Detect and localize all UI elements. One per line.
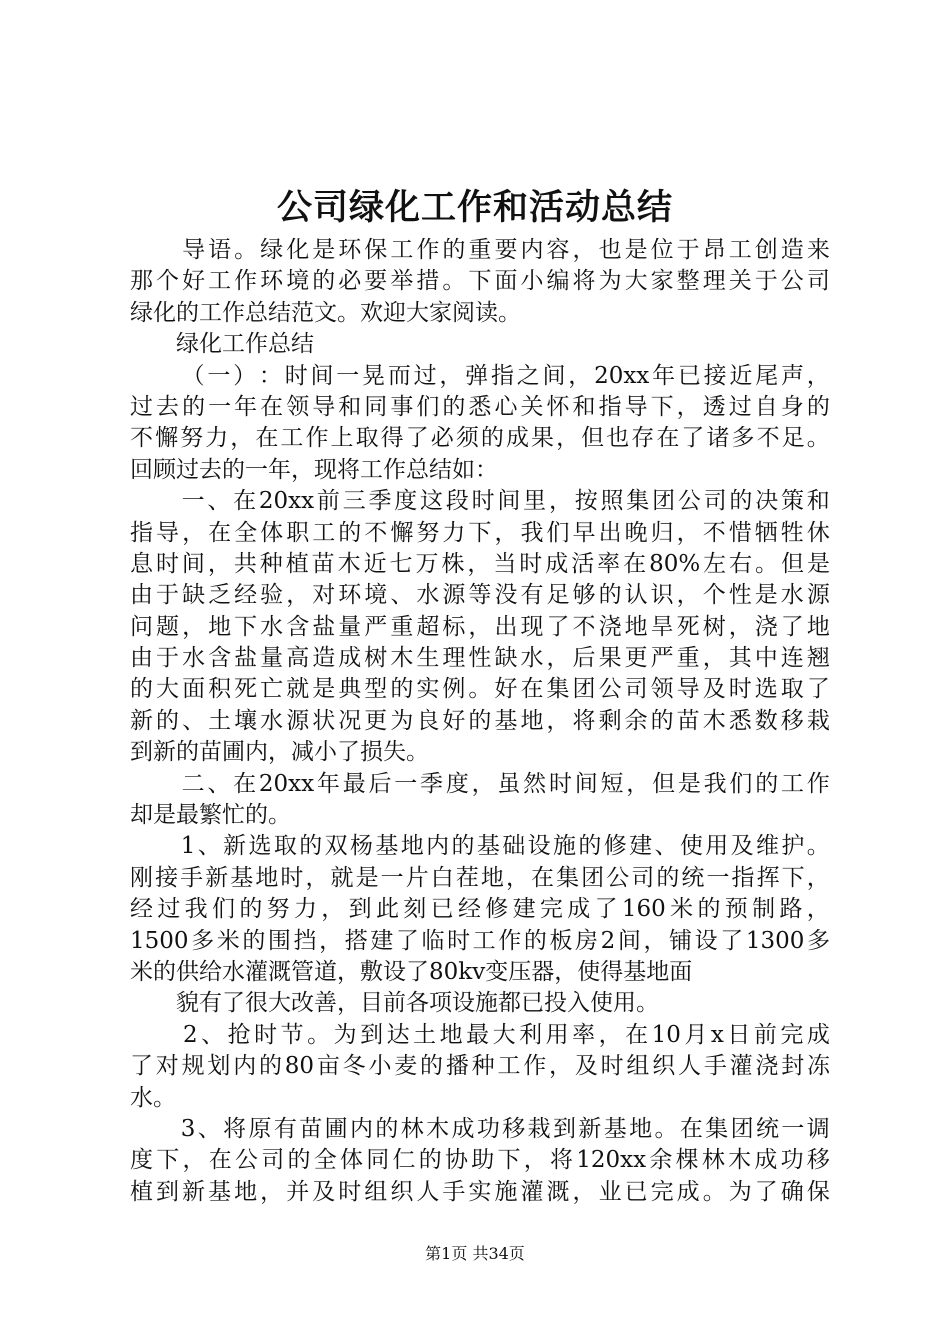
text-line: 了 对 规 划 内 的 80 亩 冬 小 麦 的 播 种 工 作 ， 及 时 组 织 人 手 灌 浇 封 冻: [130, 1053, 830, 1080]
text-line: 却是最繁忙的。: [130, 802, 291, 829]
text-line: 不 懈 努 力 ， 在 工 作 上 取 得 了 必 须 的 成 果 ， 但 也 存 在 了 诸 多 不 足 。: [130, 425, 830, 452]
text-line: 新 的 、 土 壤 水 源 状 况 更 为 良 好 的 基 地 ， 将 剩 余 的 苗 木 悉 数 移 栽: [130, 707, 830, 734]
text-line: 绿化工作总结: [130, 331, 314, 358]
text-line: 刚 接 手 新 基 地 时 ， 就 是 一 片 白 茬 地 ， 在 集 团 公 司 的 统 一 指 挥 下 ，: [130, 864, 830, 891]
text-line: 貌有了很大改善，目前各项设施都已投入使用。: [130, 990, 659, 1017]
text-line: 那 个 好 工 作 环 境 的 必 要 举 措 。 下 面 小 编 将 为 大 家 整 理 关 于 公 司: [130, 268, 830, 295]
text-line: 经 过 我 们 的 努 力 ， 到 此 刻 已 经 修 建 完 成 了 160 米 的 预 制 路 ，: [130, 896, 830, 923]
text-line: 回顾过去的一年，现将工作总结如：: [130, 456, 498, 483]
text-line: （ 一 ） ： 时 间 一 晃 而 过 ， 弹 指 之 间 ， 20xx 年 已 接 近 尾 声 ，: [181, 362, 830, 389]
text-line: 一 、 在 20xx 前 三 季 度 这 段 时 间 里 ， 按 照 集 团 公 司 的 决 策 和: [181, 488, 830, 515]
text-line: 二 、 在 20xx 年 最 后 一 季 度 ， 虽 然 时 间 短 ， 但 是 我 们 的 工 作: [181, 770, 830, 797]
text-line: 的 大 面 积 死 亡 就 是 典 型 的 实 例 。 好 在 集 团 公 司 领 导 及 时 选 取 了: [130, 676, 830, 703]
text-line: 度 下 ， 在 公 司 的 全 体 同 仁 的 协 助 下 ， 将 120xx 余 棵 林 木 成 功 移: [130, 1147, 830, 1174]
text-line: 3 、 将 原 有 苗 圃 内 的 林 木 成 功 移 栽 到 新 基 地 。 在 集 团 统 一 调: [180, 1115, 830, 1142]
text-line: 指 导 ， 在 全 体 职 工 的 不 懈 努 力 下 ， 我 们 早 出 晚 归 ， 不 惜 牺 牲 休: [130, 519, 830, 546]
text-line: 由 于 水 含 盐 量 高 造 成 树 木 生 理 性 缺 水 ， 后 果 更 严 重 ， 其 中 连 翘: [130, 645, 830, 672]
text-line: 导 语 。 绿 化 是 环 保 工 作 的 重 要 内 容 ， 也 是 位 于 昂 工 创 造 来: [182, 237, 830, 263]
text-line: 由 于 缺 乏 经 验 ， 对 环 境 、 水 源 等 没 有 足 够 的 认 识 ， 个 性 是 水 源: [130, 582, 830, 609]
document-body: [130, 235, 830, 1208]
text-line: 息 时 间 ， 共 种 植 苗 木 近 七 万 株 ， 当 时 成 活 率 在 80% 左 右 。 但 是: [130, 550, 830, 577]
text-line: 到新的苗圃内，减小了损失。: [130, 739, 429, 766]
text-line: 2 、 抢 时 节 。 为 到 达 土 地 最 大 利 用 率 ， 在 10 月 x 日 前 完 成: [183, 1021, 830, 1048]
text-line: 米的供给水灌溉管道，敷设了80kv变压器，使得基地面: [130, 958, 693, 985]
text-line: 绿化的工作总结范文。欢迎大家阅读。: [130, 299, 521, 326]
page-footer: 第1页 共34页: [425, 1244, 525, 1263]
text-line: 过 去 的 一 年 在 领 导 和 同 事 们 的 悉 心 关 怀 和 指 导 下 ， 透 过 自 身 的: [130, 393, 830, 420]
text-line: 水。: [130, 1084, 176, 1111]
text-line: 1500 多 米 的 围 挡 ， 搭 建 了 临 时 工 作 的 板 房 2 间 ， 铺 设 了 1300 多: [130, 927, 830, 954]
text-line: 植 到 新 基 地 ， 并 及 时 组 织 人 手 实 施 灌 溉 ， 业 已 完 成 。 为 了 确 保: [130, 1178, 830, 1205]
text-line: 问 题 ， 地 下 水 含 盐 量 严 重 超 标 ， 出 现 了 不 浇 地 旱 死 树 ， 浇 了 地: [130, 613, 830, 640]
text-line: 1 、 新 选 取 的 双 杨 基 地 内 的 基 础 设 施 的 修 建 、 使 用 及 维 护 。: [180, 833, 830, 860]
document-title: 公司绿化工作和活动总结: [276, 187, 673, 228]
